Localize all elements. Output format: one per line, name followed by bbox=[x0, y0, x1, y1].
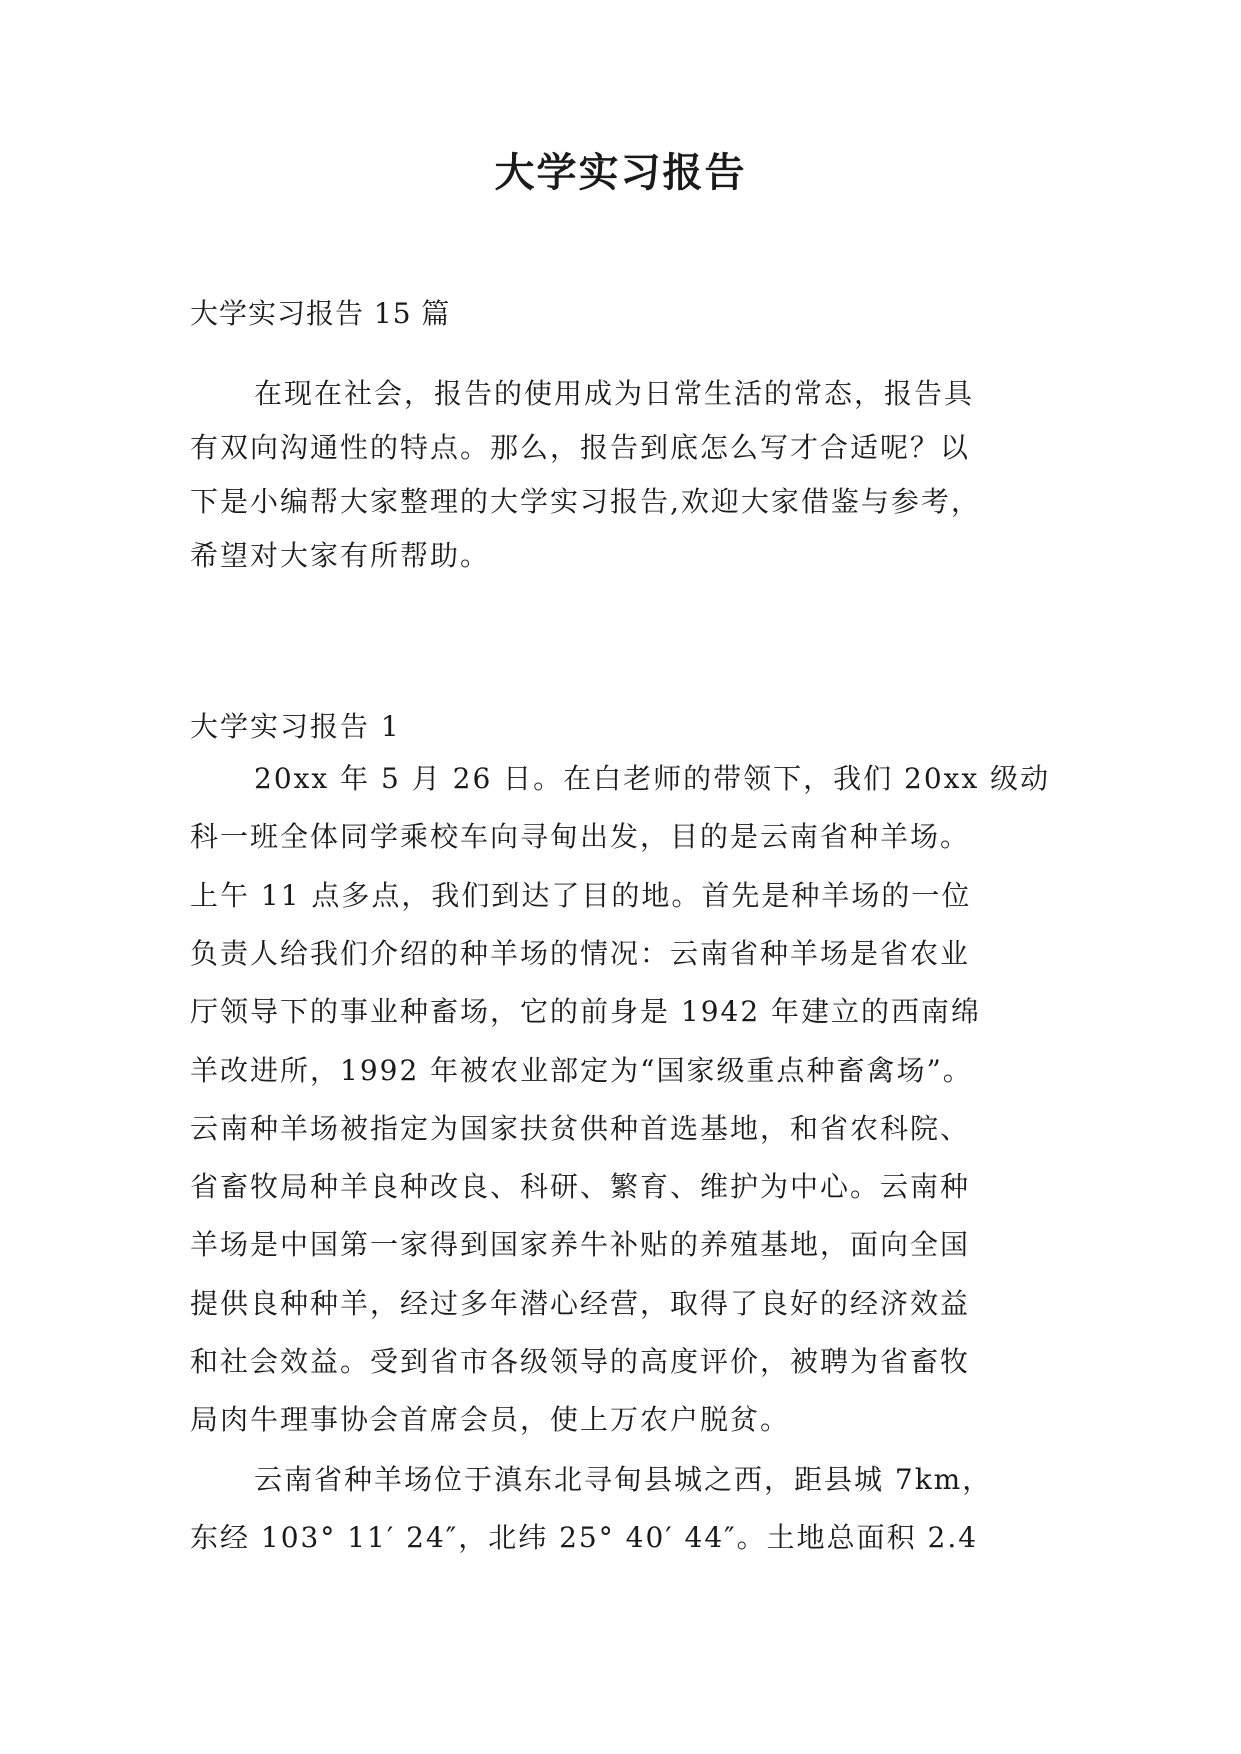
para1-line-12: 局肉牛理事协会首席会员，使上万农户脱贫。 bbox=[190, 1403, 791, 1436]
intro-line-1: 在现在社会，报告的使用成为日常生活的常态，报告具 bbox=[254, 377, 975, 410]
para1-line-3: 上午 11 点多点，我们到达了目的地。首先是种羊场的一位 bbox=[190, 879, 972, 912]
para1-line-5: 厅领导下的事业种畜场，它的前身是 1942 年建立的西南绵 bbox=[190, 995, 982, 1028]
document-title: 大学实习报告 bbox=[494, 149, 747, 196]
para1-line-2: 科一班全体同学乘校车向寻甸出发，目的是云南省种羊场。 bbox=[190, 820, 971, 853]
section-heading: 大学实习报告 1 bbox=[190, 710, 401, 743]
para1-line-1: 20xx 年 5 月 26 日。在白老师的带领下，我们 20xx 级动 bbox=[254, 762, 1051, 795]
intro-line-4: 希望对大家有所帮助。 bbox=[190, 539, 491, 572]
para1-line-7: 云南种羊场被指定为国家扶贫供种首选基地，和省农科院、 bbox=[190, 1112, 971, 1145]
intro-line-3: 下是小编帮大家整理的大学实习报告,欢迎大家借鉴与参考， bbox=[190, 485, 981, 518]
para1-line-8: 省畜牧局种羊良种改良、科研、繁育、维护为中心。云南种 bbox=[190, 1170, 971, 1203]
para1-line-6: 羊改进所，1992 年被农业部定为“国家级重点种畜禽场”。 bbox=[190, 1054, 973, 1087]
para2-line-2: 东经 103° 11′ 24″，北纬 25° 40′ 44″。土地总面积 2.4 bbox=[190, 1521, 979, 1554]
para1-line-9: 羊场是中国第一家得到国家养牛补贴的养殖基地，面向全国 bbox=[190, 1228, 971, 1261]
para1-line-4: 负责人给我们介绍的种羊场的情况：云南省种羊场是省农业 bbox=[190, 937, 971, 970]
para1-line-11: 和社会效益。受到省市各级领导的高度评价，被聘为省畜牧 bbox=[190, 1345, 971, 1378]
intro-line-2: 有双向沟通性的特点。那么，报告到底怎么写才合适呢？以 bbox=[190, 431, 971, 464]
para2-line-1: 云南省种羊场位于滇东北寻甸县城之西，距县城 7km， bbox=[254, 1463, 993, 1496]
para1-line-10: 提供良种种羊，经过多年潜心经营，取得了良好的经济效益 bbox=[190, 1287, 971, 1320]
document-subtitle: 大学实习报告 15 篇 bbox=[190, 297, 451, 330]
